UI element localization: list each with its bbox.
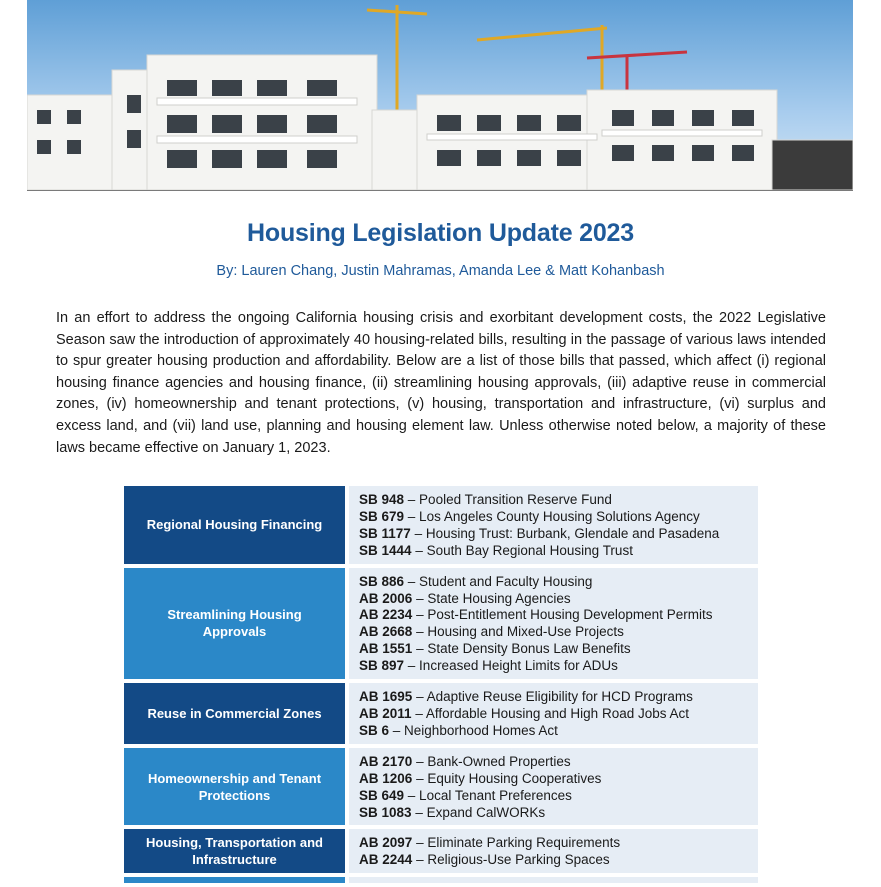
- bill-list-cut-off: [349, 877, 758, 883]
- bill-item: [359, 492, 748, 509]
- category-label: Housing, Transportation and Infrastructure: [124, 829, 345, 873]
- category-row: [124, 568, 758, 679]
- bill-code: AB 2234: [359, 607, 413, 623]
- bill-code: AB 2244: [359, 852, 413, 868]
- bill-code: SB 1444: [359, 542, 412, 558]
- bill-code: AB 2170: [359, 753, 413, 769]
- category-label: Streamlining Housing Approvals: [124, 568, 345, 679]
- bill-code: SB 897: [359, 658, 405, 674]
- bill-title: – Affordable Housing and High Road Jobs Act: [415, 705, 689, 721]
- category-row: [124, 683, 758, 744]
- bill-item: [359, 574, 748, 591]
- bill-code: SB 1177: [359, 525, 411, 541]
- bill-item: [359, 852, 748, 869]
- bill-title: – Equity Housing Cooperatives: [416, 770, 602, 786]
- bill-item: [359, 543, 748, 560]
- bill-item: [359, 835, 748, 852]
- bill-code: SB 649: [359, 787, 405, 803]
- bill-title: – South Bay Regional Housing Trust: [415, 542, 633, 558]
- bill-item: [359, 509, 748, 526]
- bill-title: – Neighborhood Homes Act: [392, 722, 558, 738]
- header-photo: [27, 0, 853, 191]
- page-title: Housing Legislation Update 2023: [247, 219, 634, 247]
- bill-item: [359, 706, 748, 723]
- bill-title: – Religious-Use Parking Spaces: [416, 852, 610, 868]
- category-label: Reuse in Commercial Zones: [124, 683, 345, 744]
- bill-title: – Housing and Mixed-Use Projects: [416, 624, 624, 640]
- bill-code: SB 886: [359, 573, 405, 589]
- bill-title: – State Housing Agencies: [416, 590, 571, 606]
- author-byline: By: Lauren Chang, Justin Mahramas, Amanda Lee & Matt Kohanbash: [216, 263, 665, 279]
- bill-title: – Bank-Owned Properties: [416, 753, 571, 769]
- bill-list: [349, 683, 758, 744]
- bill-title: – Housing Trust: Burbank, Glendale and Pasadena: [414, 525, 720, 541]
- category-row: [124, 829, 758, 873]
- bill-title: – Post-Entitlement Housing Development Permits: [416, 607, 713, 623]
- bill-code: AB 1551: [359, 641, 413, 657]
- bill-code: AB 1206: [359, 770, 413, 786]
- bill-code: AB 2668: [359, 624, 413, 640]
- bill-code: AB 1695: [359, 689, 413, 705]
- bill-code: SB 6: [359, 722, 390, 738]
- category-label: Homeownership and Tenant Protections: [124, 748, 345, 826]
- bill-item: [359, 723, 748, 740]
- bill-code: AB 2097: [359, 835, 413, 851]
- bill-title: – Los Angeles County Housing Solutions Agency: [407, 508, 700, 524]
- bill-item: [359, 658, 748, 675]
- intro-paragraph: In an effort to address the ongoing California housing crisis and exorbitant development costs, the 2022 Legislative Season saw the introduction of approximately 40 housing-related bills, resulting in the passage of various laws intended to spur greater housing production and affordability. Below are a list of those bills that passed, which affect (i) regional housing finance agencies and housing finance, (ii) streamlining housing approvals, (iii) adaptive reuse in commercial zones, (iv) homeownership and tenant protections, (v) housing, transportation and infrastructure, (vi) surplus and excess land, and (vii) land use, planning and housing element law. Unless otherwise noted below, a majority of these laws became effective on January 1, 2023.: [56, 310, 826, 456]
- bill-title: – Pooled Transition Reserve Fund: [407, 492, 612, 507]
- bill-list: [349, 486, 758, 564]
- bill-code: AB 2011: [359, 705, 412, 721]
- bill-title: – Expand CalWORKs: [415, 804, 546, 820]
- bill-item: [359, 526, 748, 543]
- bill-list: [349, 829, 758, 873]
- bill-title: – Eliminate Parking Requirements: [416, 835, 621, 851]
- bill-list: [349, 748, 758, 826]
- bill-title: – Increased Height Limits for ADUs: [407, 658, 618, 674]
- bill-item: [359, 591, 748, 608]
- bill-item: [359, 641, 748, 658]
- bill-item: [359, 607, 748, 624]
- bill-table: [124, 486, 758, 887]
- bill-item: [359, 689, 748, 706]
- bill-item: [359, 754, 748, 771]
- category-row-cut-off: [124, 877, 758, 883]
- bill-code: SB 1083: [359, 804, 412, 820]
- bill-code: SB 948: [359, 492, 405, 507]
- bill-title: – State Density Bonus Law Benefits: [416, 641, 631, 657]
- category-row: [124, 748, 758, 826]
- bill-list: [349, 568, 758, 679]
- bill-item: [359, 624, 748, 641]
- category-label: Regional Housing Financing: [124, 486, 345, 564]
- bill-code: SB 679: [359, 508, 405, 524]
- category-row: [124, 486, 758, 564]
- bill-title: – Adaptive Reuse Eligibility for HCD Programs: [416, 689, 693, 705]
- apartment-buildings-photo-icon: [27, 0, 853, 190]
- category-label-cut-off: [124, 877, 345, 883]
- bill-title: – Student and Faculty Housing: [407, 573, 593, 589]
- bill-title: – Local Tenant Preferences: [407, 787, 572, 803]
- bill-code: AB 2006: [359, 590, 413, 606]
- bill-item: [359, 771, 748, 788]
- bill-item: [359, 788, 748, 805]
- bill-item: [359, 805, 748, 822]
